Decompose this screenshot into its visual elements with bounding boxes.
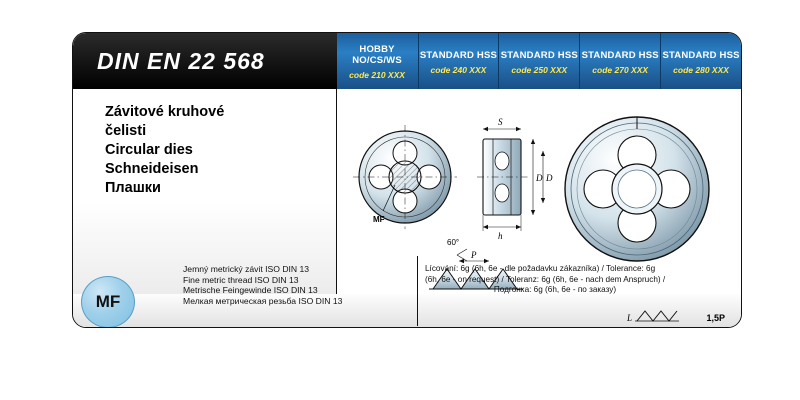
tolerance-line-3: Подгонка: 6g (6h, 6e - по заказу) xyxy=(493,285,617,295)
standard-title xyxy=(73,33,337,89)
column-standard-280[interactable] xyxy=(660,33,741,89)
column-hobby-code: code 210 XXX xyxy=(349,70,405,80)
standard-title-text: DIN EN 22 568 xyxy=(97,47,265,74)
column-standard-270-code: code 270 XXX xyxy=(592,64,649,75)
profile-note: 1,5P xyxy=(706,313,725,323)
tolerance-line-1: Lícování: 6g (6h, 6e - dle požadavku zákazníka) / Tolerance: 6g xyxy=(425,264,656,273)
thread-type-label: MF xyxy=(95,292,121,311)
header-row xyxy=(73,33,741,89)
thread-desc-cs: Jemný metrický závit ISO DIN 13 xyxy=(183,264,310,274)
product-titles xyxy=(73,89,336,198)
label-s: S xyxy=(498,117,503,127)
thread-desc-en: Fine metric thread ISO DIN 13 xyxy=(183,274,299,285)
profile-sketch-icon xyxy=(627,303,683,325)
column-hobby-name: HOBBY NO/CS/WS xyxy=(352,44,402,66)
product-title-cs-1: Závitové kruhové xyxy=(105,104,225,120)
footer-band xyxy=(73,264,741,327)
label-l: L xyxy=(627,313,633,323)
die-front-view xyxy=(353,125,457,229)
column-standard-270-name: STANDARD HSS xyxy=(581,49,659,61)
label-d-inner: D xyxy=(546,173,553,183)
label-pitch-p: P xyxy=(471,250,477,260)
thread-type-badge xyxy=(81,276,135,328)
column-standard-240[interactable] xyxy=(418,33,499,89)
column-standard-240-code: code 240 XXX xyxy=(430,64,487,75)
product-title-en: Circular dies xyxy=(105,142,193,158)
thread-description xyxy=(183,264,342,306)
column-standard-250-name: STANDARD HSS xyxy=(500,49,578,61)
footer-divider xyxy=(417,256,418,326)
thread-desc-de: Metrische Feingewinde ISO DIN 13 xyxy=(183,285,318,296)
column-standard-270[interactable] xyxy=(579,33,660,89)
product-title-ru: Плашки xyxy=(105,180,161,196)
column-standard-240-name: STANDARD HSS xyxy=(419,49,498,61)
column-standard-250-code: code 250 XXX xyxy=(511,64,568,75)
column-hobby[interactable] xyxy=(337,33,418,89)
product-sheet xyxy=(72,32,742,328)
column-standard-280-name: STANDARD HSS xyxy=(662,49,740,61)
column-standard-280-code: code 280 XXX xyxy=(673,64,729,75)
label-h: h xyxy=(498,231,503,241)
tolerance-note xyxy=(425,264,685,296)
product-title-de: Schneideisen xyxy=(105,161,199,177)
thread-desc-ru: Мелкая метрическая резьба ISO DIN 13 xyxy=(183,295,343,306)
die-side-view xyxy=(477,117,553,241)
tolerance-line-2: (6h, 6e - on request) / Toleranz: 6g (6h, 6e - nach dem Anspruch) / xyxy=(425,274,666,284)
die-perspective-view xyxy=(565,117,709,261)
label-mf: MF xyxy=(373,215,385,224)
label-d-outer: D xyxy=(536,173,543,183)
product-title-cs-2: čelisti xyxy=(105,123,147,139)
column-standard-250[interactable] xyxy=(498,33,579,89)
label-angle-60: 60° xyxy=(447,238,460,247)
